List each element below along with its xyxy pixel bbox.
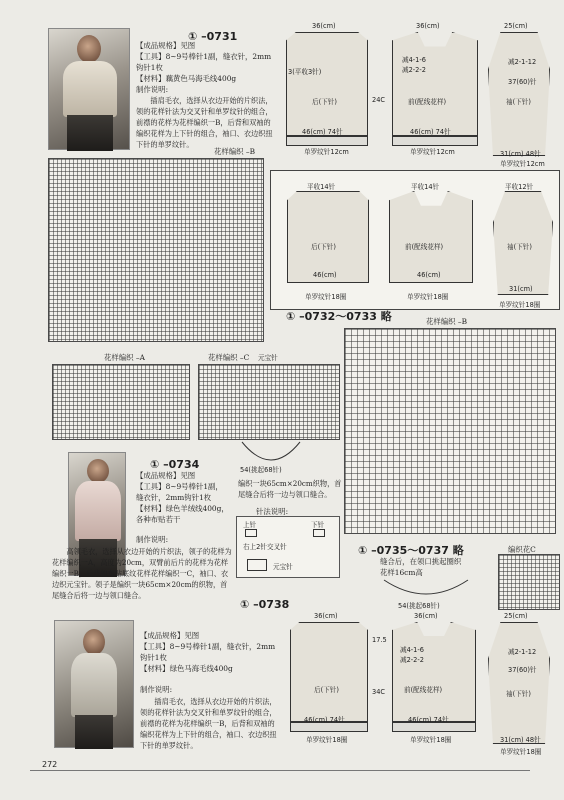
symbol-cross-label: 右上2针交叉针 — [243, 543, 287, 551]
material-0738: 【材料】绿色马海毛线400g — [140, 664, 233, 673]
pattern-code-0734: ① –0734 — [150, 458, 200, 471]
pattern-code-0731: ① –0731 — [188, 30, 238, 43]
tools-0734: 【工具】8~9号棒针1副，缝衣针，2mm钩针1枚 — [136, 482, 223, 502]
page-bottom-rule — [30, 770, 530, 771]
chart-title-0735: 编织花C — [508, 545, 536, 554]
spec-0731 — [136, 40, 276, 84]
chart-0732-b — [344, 328, 556, 534]
spec-0738 — [140, 630, 280, 674]
chart-title-0732-c: 花样编织 –C — [208, 353, 250, 362]
collar-bottom-0735: 54(挑起68针) — [398, 602, 440, 610]
diagram-panel-0732: 平收14针 后(下针) 46(cm) 单罗纹针18圈 平收14针 前(配线花样) 46(cm) 单罗纹针18圈 平收12针 袖(下针) 31(cm) 单罗纹针18圈 — [270, 170, 560, 310]
method-title-0731: 制作说明: — [136, 85, 169, 94]
chart-title-0732-b: 花样编织 –B — [426, 317, 468, 326]
pattern-code-0735: ① –0735～0737 略 — [358, 544, 464, 557]
tools-0738: 【工具】8~9号棒针1副，缝衣针，2mm钩针1枚 — [140, 642, 276, 662]
spec-0734 — [136, 470, 230, 525]
symbol-up-label: 上针 — [243, 521, 257, 529]
method-title-0734: 制作说明: — [136, 535, 169, 544]
material-0734: 【材料】绿色羊绒线400g，各种布贴若干 — [136, 504, 229, 524]
collar-note-0735: 缝合后，在领口挑起圈织花样16cm高 — [380, 557, 462, 577]
symbol-up-icon — [245, 529, 257, 537]
spec-label-0734: 【成品规格】见图 — [136, 471, 196, 480]
spec-label-0738: 【成品规格】见图 — [140, 631, 200, 640]
symbol-down-label: 下针 — [311, 521, 325, 529]
chart-title-0731-b: 花样编织 –B — [214, 147, 256, 156]
page-number: 272 — [42, 760, 58, 769]
yuanbao-label: 元宝针 — [258, 354, 278, 362]
symbol-yuanbao-label: 元宝针 — [273, 563, 293, 571]
symbols-title-0734: 针法说明: — [256, 507, 289, 516]
method-text-0738: 插肩毛衣，选择从衣边开始的片织法，领的花样针法为交叉针和单罗纹针的组合，前襟的花样为花样编织一B，后背和双袖的编织花样为上下针的组合，袖口、衣边织扭下针的单罗纹针。 — [140, 697, 277, 750]
chart-0731-b — [48, 158, 264, 342]
pattern-code-0732: ① –0732～0733 略 — [286, 310, 392, 323]
collar-note-0732: 编织一块65cm×20cm织物，首尾缝合后将一边与领口缝合。 — [238, 479, 342, 499]
chart-title-0732-a: 花样编织 –A — [104, 353, 145, 362]
symbol-box — [236, 516, 340, 578]
model-photo-0731 — [48, 28, 130, 150]
method-text-0731: 插肩毛衣，选择从衣边开始的片织法，领的花样针法为交叉针和单罗纹针的组合，前襟的花样为花样编织一B，后背和双袖的编织花样为上下针的组合，袖口、衣边织扭下针的单罗纹针。 — [136, 96, 273, 149]
material-0731: 【材料】藕黄色马海毛线400g — [136, 74, 237, 83]
chart-0732-c — [198, 364, 340, 440]
chart-0735 — [498, 554, 560, 610]
method-text-0734: 高领毛衣，选择从衣边开始的片织法，领子的花样为花样编织一A，高度为20cm，双臂前后片的花样为花样编织一B，后背的布贴底纹花样花样编织一C，袖口、衣边织元宝针。领子是编织一块65cm×20cm的织物，首尾缝合后将一边与领口缝合。 — [52, 547, 232, 600]
method-title-0738: 制作说明: — [140, 685, 173, 694]
model-photo-0738 — [54, 620, 134, 748]
tools-0731: 【工具】8~9号棒针1副，缝衣针，2mm钩针1枚 — [136, 52, 272, 72]
symbol-yuanbao-icon — [247, 559, 267, 571]
symbol-down-icon — [313, 529, 325, 537]
spec-label-0731: 【成品规格】见图 — [136, 41, 196, 50]
pattern-code-0738: ① –0738 — [240, 598, 290, 611]
collar-bottom-0732: 54(挑起68针) — [240, 466, 282, 474]
chart-0732-a — [52, 364, 190, 440]
